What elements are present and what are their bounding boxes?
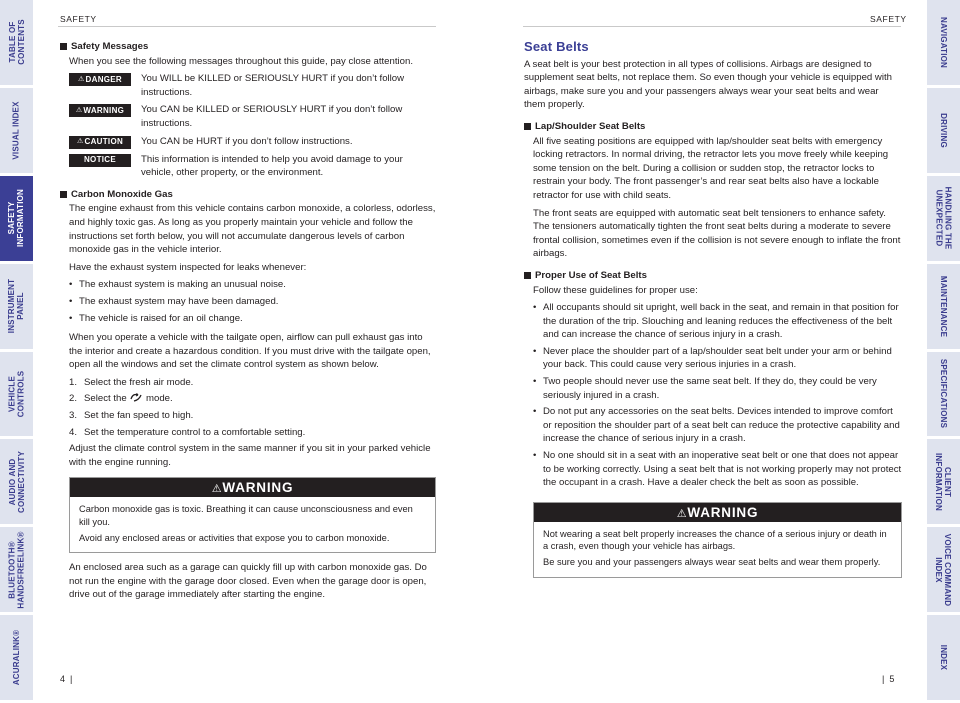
heading-text: Carbon Monoxide Gas <box>71 188 173 200</box>
step-item <box>60 426 436 440</box>
paragraph: An enclosed area such as a garage can quickly fill up with carbon monoxide gas. Do not run the engine with the garage door closed. Even when the garage door is open, drive out of the garage immediately after starting the engine. <box>69 562 427 601</box>
step-item <box>60 376 436 390</box>
left-page-content <box>60 40 436 606</box>
square-bullet-icon <box>60 191 67 198</box>
warning-box-title <box>534 503 901 522</box>
list-item-text: The vehicle is raised for an oil change. <box>79 312 243 324</box>
tab-label: MAINTENANCE <box>939 275 948 337</box>
tab-label: BLUETOOTH® HANDSFREELINK® <box>7 531 26 609</box>
tab-specifications[interactable] <box>927 352 960 440</box>
step-text-suffix: mode. <box>146 393 173 405</box>
step-text: Select the <box>84 393 127 405</box>
danger-badge <box>69 73 131 86</box>
tab-label: VOICE COMMAND INDEX <box>934 533 953 606</box>
header-divider-left <box>58 26 436 27</box>
tab-instrument-panel[interactable] <box>0 264 33 352</box>
warning-message <box>69 103 436 130</box>
warning-triangle-icon: ⚠ <box>676 507 688 520</box>
step-number: 1. <box>69 376 78 388</box>
page-header-right: SAFETY <box>870 14 907 24</box>
tab-navigation[interactable] <box>927 0 960 88</box>
warning-box-body <box>534 522 901 577</box>
warning-line: Be sure you and your passengers always wear seat belts and wear them properly. <box>543 557 881 567</box>
tab-maintenance[interactable] <box>927 264 960 352</box>
square-bullet-icon <box>60 43 67 50</box>
header-divider-right <box>523 26 901 27</box>
warning-line: Not wearing a seat belt properly increases the chance of a serious injury or death in a crash, even though your vehicle has airbags. <box>543 528 887 552</box>
heading-text: Lap/Shoulder Seat Belts <box>535 120 646 132</box>
message-text: You CAN be HURT if you don’t follow instructions. <box>141 135 353 147</box>
list-item-text: The exhaust system is making an unusual noise. <box>79 279 286 291</box>
tab-label: TABLE OF CONTENTS <box>7 19 26 66</box>
square-bullet-icon <box>524 123 531 130</box>
page-header-left: SAFETY <box>60 14 97 24</box>
list-item: • All occupants should sit upright, well back in the seat, and remain in that position for the duration of the trip. Slouching and leaning reduces the effectiveness of the belt and can increase the chance of serious injury in a crash. <box>524 301 902 342</box>
tab-vehicle-controls[interactable] <box>0 352 33 440</box>
tab-label: SAFETY INFORMATION <box>7 189 26 248</box>
message-text: You WILL be KILLED or SERIOUSLY HURT if you don’t follow instructions. <box>141 73 405 98</box>
list-item-text: All occupants should sit upright, well back in the seat, and remain in that position for the duration of the trip. Slouching and leaning reduces the effectiveness of the belt and can increase the chance of serious injury in a crash. <box>543 302 899 341</box>
list-item: • The exhaust system may have been damaged. <box>69 295 279 307</box>
list-item: • The vehicle is raised for an oil change. <box>69 312 243 324</box>
list-item: • The exhaust system is making an unusual noise. <box>69 279 286 291</box>
notice-badge <box>69 154 131 167</box>
tab-label: VISUAL INDEX <box>12 101 22 160</box>
left-section-tabs <box>0 0 33 703</box>
badge-label: WARNING <box>83 106 125 116</box>
square-bullet-icon <box>524 272 531 279</box>
section-heading <box>524 120 902 134</box>
right-page-content <box>524 40 902 586</box>
warning-triangle-icon: ⚠ <box>76 138 84 146</box>
list-item-text: No one should sit in a seat with an inoperative seat belt or one that does not appear to be working correctly. Using a seat belt that is not working properly may not protect the occupant in a crash. Have a dealer check the belt as soon as possible. <box>543 450 902 489</box>
warning-triangle-icon: ⚠ <box>77 75 85 83</box>
tab-safety-information[interactable] <box>0 176 33 264</box>
list-item-text: Never place the shoulder part of a lap/shoulder seat belt under your arm or behind your back. This could cause very serious injuries in a crash. <box>543 345 892 371</box>
list-item: • Never place the shoulder part of a lap/shoulder seat belt under your arm or behind your back. This could cause very serious injuries in a crash. <box>524 345 902 372</box>
tab-label: HANDLING THE UNEXPECTED <box>934 186 953 250</box>
page-title: Seat Belts <box>524 39 589 54</box>
tab-index[interactable] <box>927 615 960 703</box>
step-text: Set the fan speed to high. <box>84 410 194 422</box>
step-item <box>60 409 436 423</box>
step-item <box>60 392 436 406</box>
list-item: • Two people should never use the same seat belt. If they do, they could be very seriously injured in a crash. <box>524 375 902 402</box>
paragraph: When you operate a vehicle with the tailgate open, airflow can pull exhaust gas into the interior and create a hazardous condition. If you must drive with the tailgate open, open all the windows and set the climate control system as shown below. <box>69 332 431 371</box>
paragraph: The engine exhaust from this vehicle contains carbon monoxide, a colorless, odorless, and highly toxic gas. As long as you properly maintain your vehicle and follow the instructions set forth below, you will not accumulate dangerous levels of carbon monoxide gas in the vehicle interior. <box>69 203 436 256</box>
warning-title-text: WARNING <box>687 504 759 520</box>
notice-message <box>69 153 436 180</box>
paragraph: Have the exhaust system inspected for leaks whenever: <box>69 261 307 273</box>
step-number: 4. <box>69 426 78 438</box>
right-section-tabs <box>927 0 960 703</box>
warning-title-text: WARNING <box>222 480 294 496</box>
heading-text: Safety Messages <box>71 41 149 52</box>
seatbelt-warning-box <box>533 502 902 578</box>
page-number-right: | 5 <box>882 674 895 684</box>
tab-label: SPECIFICATIONS <box>939 359 949 429</box>
warning-line: Avoid any enclosed areas or activities that expose you to carbon monoxide. <box>79 532 390 543</box>
danger-message <box>69 72 436 99</box>
tab-handling-unexpected[interactable] <box>927 176 960 264</box>
section-heading <box>524 269 902 283</box>
tab-client-information[interactable] <box>927 439 960 527</box>
tab-label: ACURALINK® <box>12 629 22 686</box>
tab-voice-command-index[interactable] <box>927 527 960 615</box>
paragraph: The front seats are equipped with automatic seat belt tensioners to enhance safety. The tensioners automatically tighten the front seat belts during a moderate to severe frontal collision, sometimes even if the collision is not severe enough to inflate the front airbags. <box>533 207 901 260</box>
heading-text: Proper Use of Seat Belts <box>535 269 647 281</box>
tab-label: INDEX <box>938 644 948 671</box>
warning-line: Carbon monoxide gas is toxic. Breathing it can cause unconsciousness and even kill you. <box>79 504 413 528</box>
step-text: Set the temperature control to a comfortable setting. <box>84 426 306 438</box>
tab-driving[interactable] <box>927 88 960 176</box>
step-number: 2. <box>69 393 78 405</box>
list-item-text: The exhaust system may have been damaged. <box>79 295 279 307</box>
list-item: • Do not put any accessories on the seat belts. Devices intended to improve comfort or reposition the shoulder part of a seat belt can reduce the protective capability and increase the chance of serious injury in a crash. <box>524 405 902 446</box>
tab-audio-connectivity[interactable] <box>0 439 33 527</box>
paragraph: A seat belt is your best protection in all types of collisions. Airbags are designed to supplement seat belts, not replace them. So even though your vehicle is equipped with airbags, make sure you and your passengers always wear your seat belts and wear them properly. <box>524 58 892 111</box>
carbon-warning-box <box>69 477 436 553</box>
step-text: Select the fresh air mode. <box>84 376 194 388</box>
tab-label: CLIENT INFORMATION <box>934 452 953 511</box>
paragraph: Adjust the climate control system in the same manner if you sit in your parked vehicle with the engine running. <box>69 443 431 468</box>
tab-label: INSTRUMENT PANEL <box>7 278 26 334</box>
list-item: • No one should sit in a seat with an inoperative seat belt or one that does not appear to be working correctly. Using a seat belt that is not working properly may not protect the occupant in a crash. Have a dealer check the belt as soon as possible. <box>533 450 902 489</box>
tab-label: DRIVING <box>939 112 948 148</box>
section-heading <box>60 188 436 202</box>
tab-label: VEHICLE CONTROLS <box>7 370 26 418</box>
badge-label: NOTICE <box>83 155 117 165</box>
step-number: 3. <box>69 410 78 422</box>
page-number-left: 4 | <box>60 674 73 684</box>
section-heading <box>60 40 436 54</box>
tab-acuralink[interactable] <box>0 615 33 703</box>
caution-badge <box>69 136 131 149</box>
paragraph: Follow these guidelines for proper use: <box>533 284 698 296</box>
warning-box-title <box>70 478 435 497</box>
warning-triangle-icon: ⚠ <box>211 483 223 496</box>
list-item-text: Do not put any accessories on the seat belts. Devices intended to improve comfort or reposition the shoulder part of a seat belt can reduce the protective capability and increase the chance of serious injury in a crash. <box>543 406 900 445</box>
safety-messages-intro: When you see the following messages throughout this guide, pay close attention. <box>69 55 413 67</box>
recirculation-mode-icon <box>129 392 143 402</box>
tab-label: NAVIGATION <box>939 16 949 68</box>
paragraph: All five seating positions are equipped with lap/shoulder seat belts with emergency locking retractors. In normal driving, the retractor lets you move freely while keeping some tension on the belt. During a collision or sudden stop, the retractor locks to restrain your body. The front passenger’s and rear seat belts also have a lockable retractor for use with child seats. <box>533 135 889 201</box>
tab-visual-index[interactable] <box>0 88 33 176</box>
tab-table-of-contents[interactable] <box>0 0 33 88</box>
caution-message <box>69 135 436 149</box>
tab-bluetooth-handsfreelink[interactable] <box>0 527 33 615</box>
message-text: You CAN be KILLED or SERIOUSLY HURT if you don’t follow instructions. <box>141 104 403 129</box>
warning-box-body <box>70 497 435 552</box>
badge-label: DANGER <box>85 74 123 84</box>
badge-label: CAUTION <box>84 137 124 147</box>
list-item-text: Two people should never use the same seat belt. If they do, they could be very seriously injured in a crash. <box>543 376 877 401</box>
tab-label: AUDIO AND CONNECTIVITY <box>7 450 26 513</box>
warning-badge <box>69 104 131 117</box>
warning-triangle-icon: ⚠ <box>75 107 83 115</box>
message-text: This information is intended to help you avoid damage to your vehicle, other property, or the environment. <box>141 153 403 179</box>
